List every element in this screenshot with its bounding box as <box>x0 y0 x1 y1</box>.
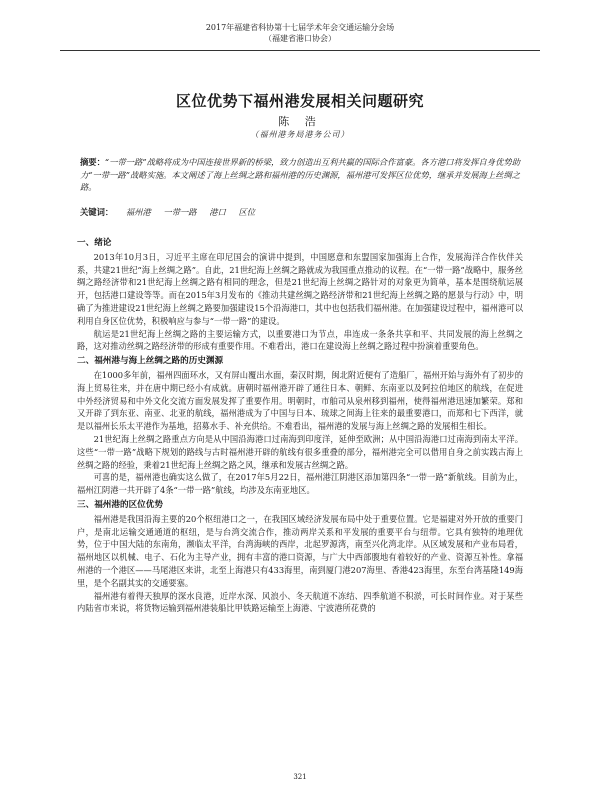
keywords-label: 关键词： <box>80 207 114 217</box>
abstract <box>80 156 520 194</box>
running-head-line1: 2017年福建省科协第十七届学术年会交通运输分会场 <box>205 23 395 32</box>
section-heading-history: 二、福州港与海上丝绸之路的历史渊源 <box>77 356 224 367</box>
paragraph: 在1000多年前，福州四面环水，又有屏山覆出水面，秦汉时期，闽北附近便有了造船厂，福州开始与海外有了初步的海上贸易往来，并在唐中期已经小有成就。唐朝时福州港开辟了通往日本、朝鲜、东南亚以及阿拉伯地区的航线，在促进中外经济贸易和中外文化交流方面发展发挥了重要作用。明朝时，市舶司从泉州移到福州，使得福州港迅速加繁荣。郑和又开辟了到东亚、南亚、北亚的航线，福州港成为了中国与日本、琉球之间海上往来的最重要港口，而郑和七下西洋，就是以福州长乐太平港作为基地，招募水手、补充供给。不难看出，福州港的发展与海上丝绸之路的发展相生相长。 <box>77 369 523 432</box>
running-head <box>0 22 600 44</box>
keyword-4: 区位 <box>238 207 256 217</box>
keywords <box>80 206 520 218</box>
abstract-text: “一带一路”战略将成为中国连接世界新的桥梁，致力创造出互利共赢的国际合作富豪。各方港口将发挥自身优势助力“一带一路”战略实施。本文阐述了海上丝绸之路和福州港的历史渊源，福州港可发挥区位优势，继承并发展海上丝绸之路。 <box>80 157 520 192</box>
running-head-line2: （福建省港口协会） <box>264 34 336 43</box>
author: 陈 浩 <box>278 115 322 128</box>
section-heading-intro: 一、绪论 <box>77 238 112 248</box>
paragraph: 2013年10月3日，习近平主席在印尼国会的演讲中提到，中国愿意和东盟国家加强海上合作，发展海洋合作伙伴关系，共建21世纪“海上丝绸之路”。自此，21世纪海上丝绸之路就成为我国重点推动的议程。在“一带一路”战略中，服务丝绸之路经济带和21世纪海上丝绸之路有相同的理念，但是21世纪海上丝绸之路针对的对象更为简单，基本是围绕航运展开，包括港口建设等等。而在2015年3月发布的《推动共建丝绸之路经济带和21世纪海上丝绸之路的愿景与行动》中，明确了为推进建设21世纪海上丝绸之路要加强建设15个沿海港口，其中也包括我们福州港。在加强建设过程中，福州港可以利用自身区位优势，积极响应与参与“一带一路”的建设。 <box>77 251 523 326</box>
paragraph: 21世纪海上丝绸之路重点方向是从中国沿海港口过南海到印度洋，延伸至欧洲；从中国沿海港口过南海到南太平洋。这些“一带一路”战略下规划的路线与古时福州港开辟的航线有很多重叠的部分，福州港完全可以借用自身之前实践古海上丝绸之路的经验，秉着21世纪海上丝绸之路之风，继承和发展古丝绸之路。 <box>77 433 523 470</box>
paragraph: 航运是21世纪海上丝绸之路的主要运输方式，以重要港口为节点，串连成一条条共享和平、共同发展的海上丝绸之路，这对推动丝绸之路经济带的形成有重要作用。不难看出，港口在建设海上丝绸之路过程中扮演着重要角色。 <box>77 328 523 352</box>
keyword-2: 一带一路 <box>163 207 197 217</box>
page-number: 321 <box>293 773 307 781</box>
paragraph: 可喜的是，福州港也确实这么做了，在2017年5月22日，福州港江阴港区添加第四条“一带一路”新航线。目前为止，福州江阴港一共开辟了4条“一带一路”航线，均涉及东南亚地区。 <box>77 472 523 496</box>
paragraph: 福州港有着得天独厚的深水良港，近岸水深、风浪小、冬天航道不冻结、四季航道不积淤，可长时间作业。对于某些内陆省市来说，将货物运输到福州港装船比甲铁路运输至上海港、宁波港所花费的 <box>77 590 523 614</box>
paper-body <box>77 235 523 615</box>
header-rule <box>60 50 540 51</box>
keyword-1: 福州港 <box>125 207 151 217</box>
keyword-3: 港口 <box>209 207 226 217</box>
paper-title: 区位优势下福州港发展相关问题研究 <box>175 92 424 110</box>
section-heading-location: 三、福州港的区位优势 <box>77 499 163 510</box>
paragraph: 福州港是我国沿海主要的20个枢纽港口之一，在我国区域经济发展布局中处于重要位置。它是福建对外开放的重要门户，是南北运输交通通道的枢纽，是与台湾交流合作，推动两岸关系和平发展的重要平台与纽带。它具有独特的地理优势，位于中国大陆的东南角，濒临太平洋，台湾海峡的西岸，北起罗源湾，南至兴化湾北岸。从区域发展和产业布局看，福州地区以机械、电子、石化为主导产业，拥有丰富的港口资源，与广大中西部腹地有着较好的产业、资源互补性。拿福州港的一个港区——马尾港区来讲，北至上海港只有433海里，南到厦门港207海里、香港423海里，东至台湾基隆149海里，是个名副其实的交通要塞。 <box>77 513 523 588</box>
affiliation: （福州港务局港务公司） <box>250 130 350 139</box>
abstract-label: 摘要： <box>80 157 105 167</box>
